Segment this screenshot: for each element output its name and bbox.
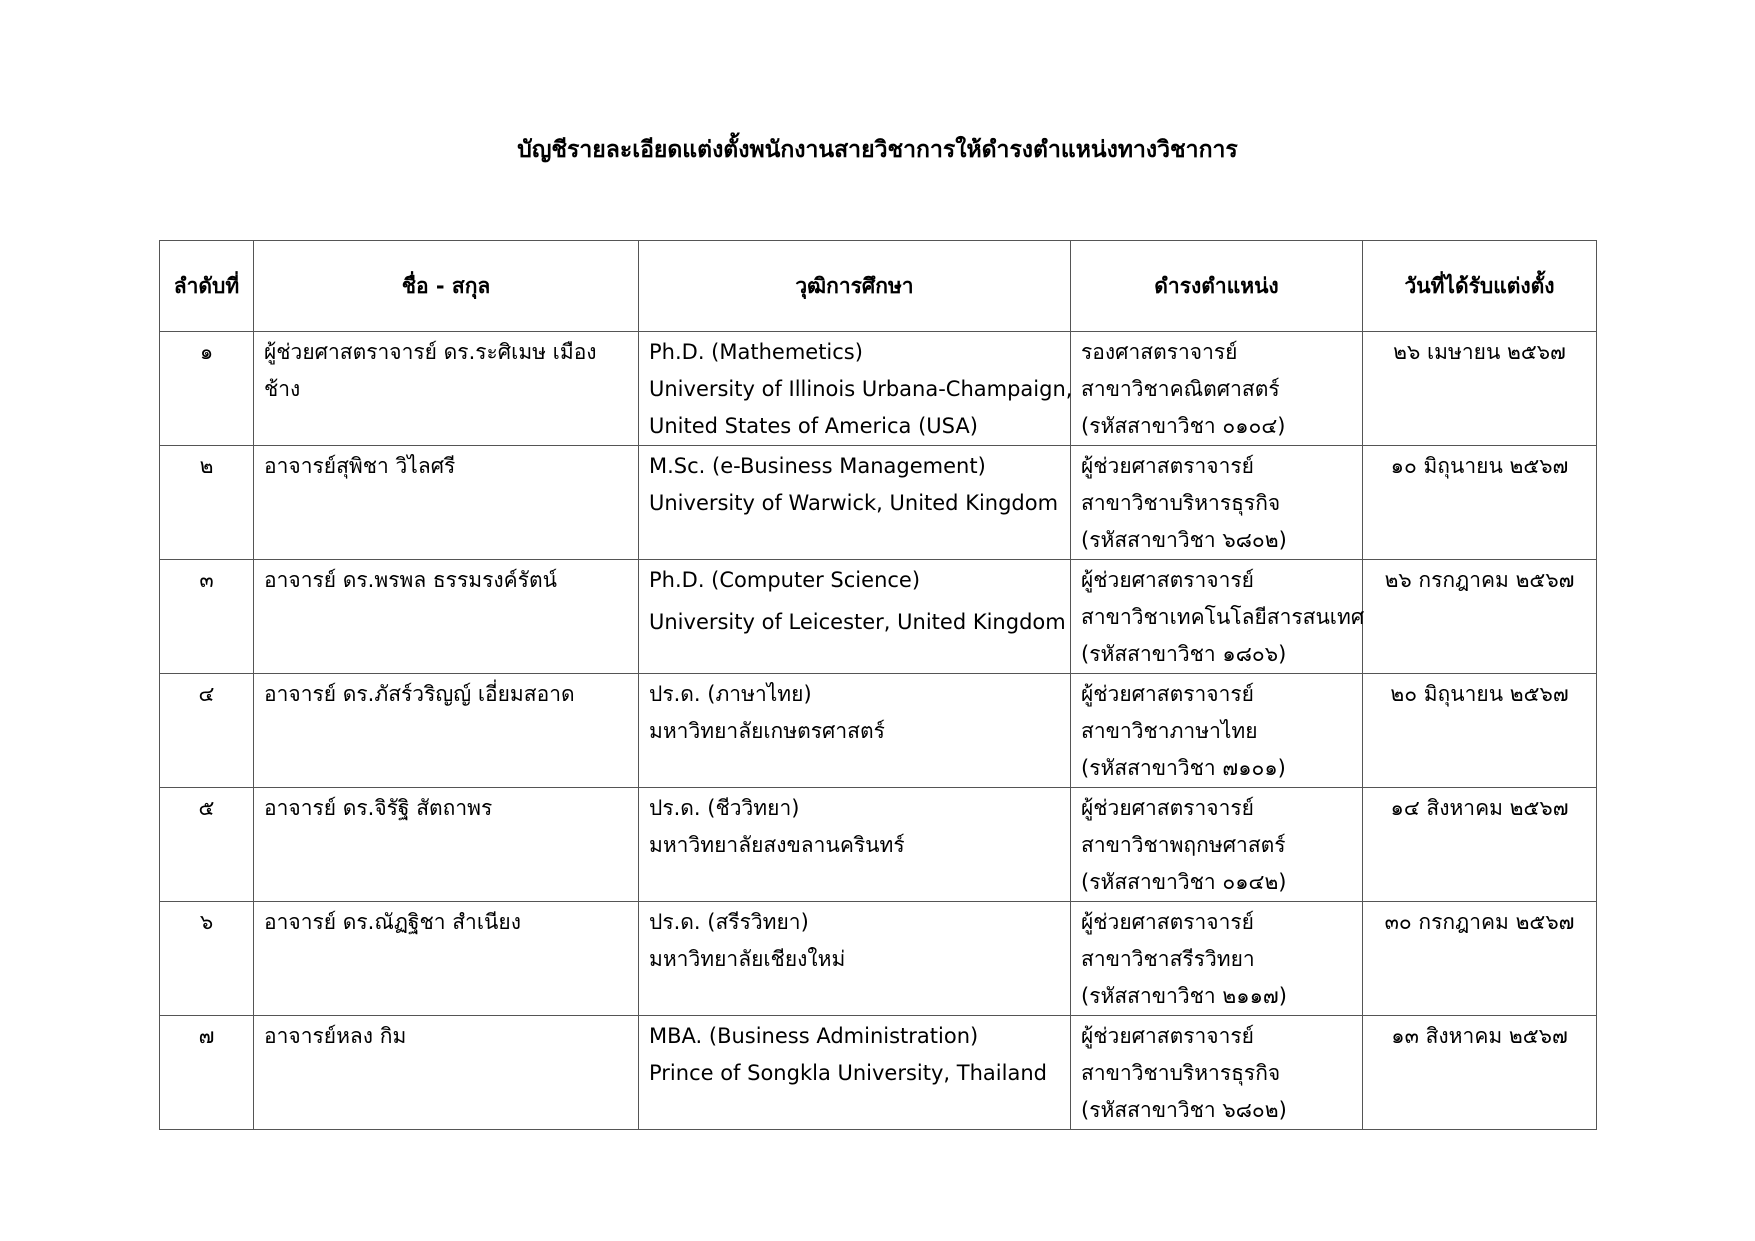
education-degree: ปร.ด. (สรีรวิทยา) — [649, 910, 809, 934]
education-degree: ปร.ด. (ภาษาไทย) — [649, 682, 812, 706]
cell-name: อาจารย์ ดร.ณัฏฐิชา สำเนียง — [254, 902, 639, 1016]
cell-date: ๒๐ มิถุนายน ๒๕๖๗ — [1363, 674, 1597, 788]
position-code: (รหัสสาขาวิชา ๒๑๑๗) — [1081, 984, 1287, 1008]
position-field: สาขาวิชาเทคโนโลยีสารสนเทศ — [1081, 605, 1365, 629]
position-field: สาขาวิชาบริหารธุรกิจ — [1081, 1061, 1281, 1085]
cell-education — [639, 902, 1071, 1016]
cell-order: ๔ — [160, 674, 254, 788]
table-row — [160, 446, 1597, 560]
education-institution: University of Leicester, United Kingdom — [649, 610, 1066, 634]
cell-date: ๒๖ เมษายน ๒๕๖๗ — [1363, 332, 1597, 446]
cell-name: อาจารย์หลง กิม — [254, 1016, 639, 1130]
education-institution: มหาวิทยาลัยเชียงใหม่ — [649, 947, 846, 971]
position-field: สาขาวิชาสรีรวิทยา — [1081, 947, 1255, 971]
cell-position — [1071, 788, 1363, 902]
education-institution: มหาวิทยาลัยเกษตรศาสตร์ — [649, 719, 885, 743]
position-code: (รหัสสาขาวิชา ๐๑๐๔) — [1081, 414, 1286, 438]
position-field: สาขาวิชาภาษาไทย — [1081, 719, 1258, 743]
cell-education — [639, 560, 1071, 674]
cell-education — [639, 1016, 1071, 1130]
document-title: บัญชีรายละเอียดแต่งตั้งพนักงานสายวิชาการให้ดำรงตำแหน่งทางวิชาการ — [517, 137, 1238, 163]
cell-name: อาจารย์ ดร.ภัสร์วริญญ์ เอี่ยมสอาด — [254, 674, 639, 788]
cell-date: ๑๐ มิถุนายน ๒๕๖๗ — [1363, 446, 1597, 560]
cell-name: อาจารย์สุพิชา วิไลศรี — [254, 446, 639, 560]
position-code: (รหัสสาขาวิชา ๖๘๐๒) — [1081, 1098, 1287, 1122]
cell-name: อาจารย์ ดร.พรพล ธรรมรงค์รัตน์ — [254, 560, 639, 674]
header-position: ดำรงตำแหน่ง — [1071, 241, 1363, 332]
position-title: ผู้ช่วยศาสตราจารย์ — [1081, 682, 1254, 706]
table-row — [160, 1016, 1597, 1130]
position-title: ผู้ช่วยศาสตราจารย์ — [1081, 1024, 1254, 1048]
position-field: สาขาวิชาพฤกษศาสตร์ — [1081, 833, 1286, 857]
cell-education — [639, 446, 1071, 560]
cell-date: ๑๔ สิงหาคม ๒๕๖๗ — [1363, 788, 1597, 902]
education-degree: M.Sc. (e-Business Management) — [649, 454, 986, 478]
position-title: ผู้ช่วยศาสตราจารย์ — [1081, 568, 1254, 592]
cell-position — [1071, 560, 1363, 674]
position-title: ผู้ช่วยศาสตราจารย์ — [1081, 454, 1254, 478]
cell-date: ๒๖ กรกฎาคม ๒๕๖๗ — [1363, 560, 1597, 674]
cell-education — [639, 788, 1071, 902]
education-degree: Ph.D. (Mathemetics) — [649, 340, 863, 364]
cell-order: ๕ — [160, 788, 254, 902]
position-title: ผู้ช่วยศาสตราจารย์ — [1081, 796, 1254, 820]
table-row — [160, 332, 1597, 446]
cell-education — [639, 332, 1071, 446]
education-institution: มหาวิทยาลัยสงขลานครินทร์ — [649, 833, 905, 857]
cell-name: อาจารย์ ดร.จิรัฐิ สัตถาพร — [254, 788, 639, 902]
cell-position — [1071, 446, 1363, 560]
position-title: รองศาสตราจารย์ — [1081, 340, 1238, 364]
education-institution: Prince of Songkla University, Thailand — [649, 1061, 1047, 1085]
header-date: วันที่ได้รับแต่งตั้ง — [1363, 241, 1597, 332]
table-row — [160, 560, 1597, 674]
education-degree: ปร.ด. (ชีววิทยา) — [649, 796, 800, 820]
table-header-row — [160, 241, 1597, 332]
table-row — [160, 902, 1597, 1016]
cell-date: ๓๐ กรกฎาคม ๒๕๖๗ — [1363, 902, 1597, 1016]
cell-position — [1071, 902, 1363, 1016]
header-education: วุฒิการศึกษา — [639, 241, 1071, 332]
cell-order: ๖ — [160, 902, 254, 1016]
education-institution: University of Illinois Urbana-Champaign, — [649, 377, 1073, 401]
header-order: ลำดับที่ — [160, 241, 254, 332]
cell-order: ๓ — [160, 560, 254, 674]
position-code: (รหัสสาขาวิชา ๗๑๐๑) — [1081, 756, 1286, 780]
cell-position — [1071, 1016, 1363, 1130]
header-name: ชื่อ - สกุล — [254, 241, 639, 332]
cell-name: ผู้ช่วยศาสตราจารย์ ดร.ระศิเมษ เมืองช้าง — [254, 332, 639, 446]
position-field: สาขาวิชาคณิตศาสตร์ — [1081, 377, 1280, 401]
table-row — [160, 674, 1597, 788]
cell-order: ๑ — [160, 332, 254, 446]
position-code: (รหัสสาขาวิชา ๑๘๐๖) — [1081, 642, 1287, 666]
education-degree: MBA. (Business Administration) — [649, 1024, 979, 1048]
position-code: (รหัสสาขาวิชา ๐๑๔๒) — [1081, 870, 1287, 894]
cell-order: ๒ — [160, 446, 254, 560]
position-title: ผู้ช่วยศาสตราจารย์ — [1081, 910, 1254, 934]
cell-date: ๑๓ สิงหาคม ๒๕๖๗ — [1363, 1016, 1597, 1130]
education-country: United States of America (USA) — [649, 414, 978, 438]
appointment-table — [159, 240, 1597, 1130]
cell-position — [1071, 332, 1363, 446]
position-code: (รหัสสาขาวิชา ๖๘๐๒) — [1081, 528, 1287, 552]
education-degree: Ph.D. (Computer Science) — [649, 568, 921, 592]
position-field: สาขาวิชาบริหารธุรกิจ — [1081, 491, 1281, 515]
cell-order: ๗ — [160, 1016, 254, 1130]
cell-position — [1071, 674, 1363, 788]
education-institution: University of Warwick, United Kingdom — [649, 491, 1059, 515]
table-row — [160, 788, 1597, 902]
cell-education — [639, 674, 1071, 788]
